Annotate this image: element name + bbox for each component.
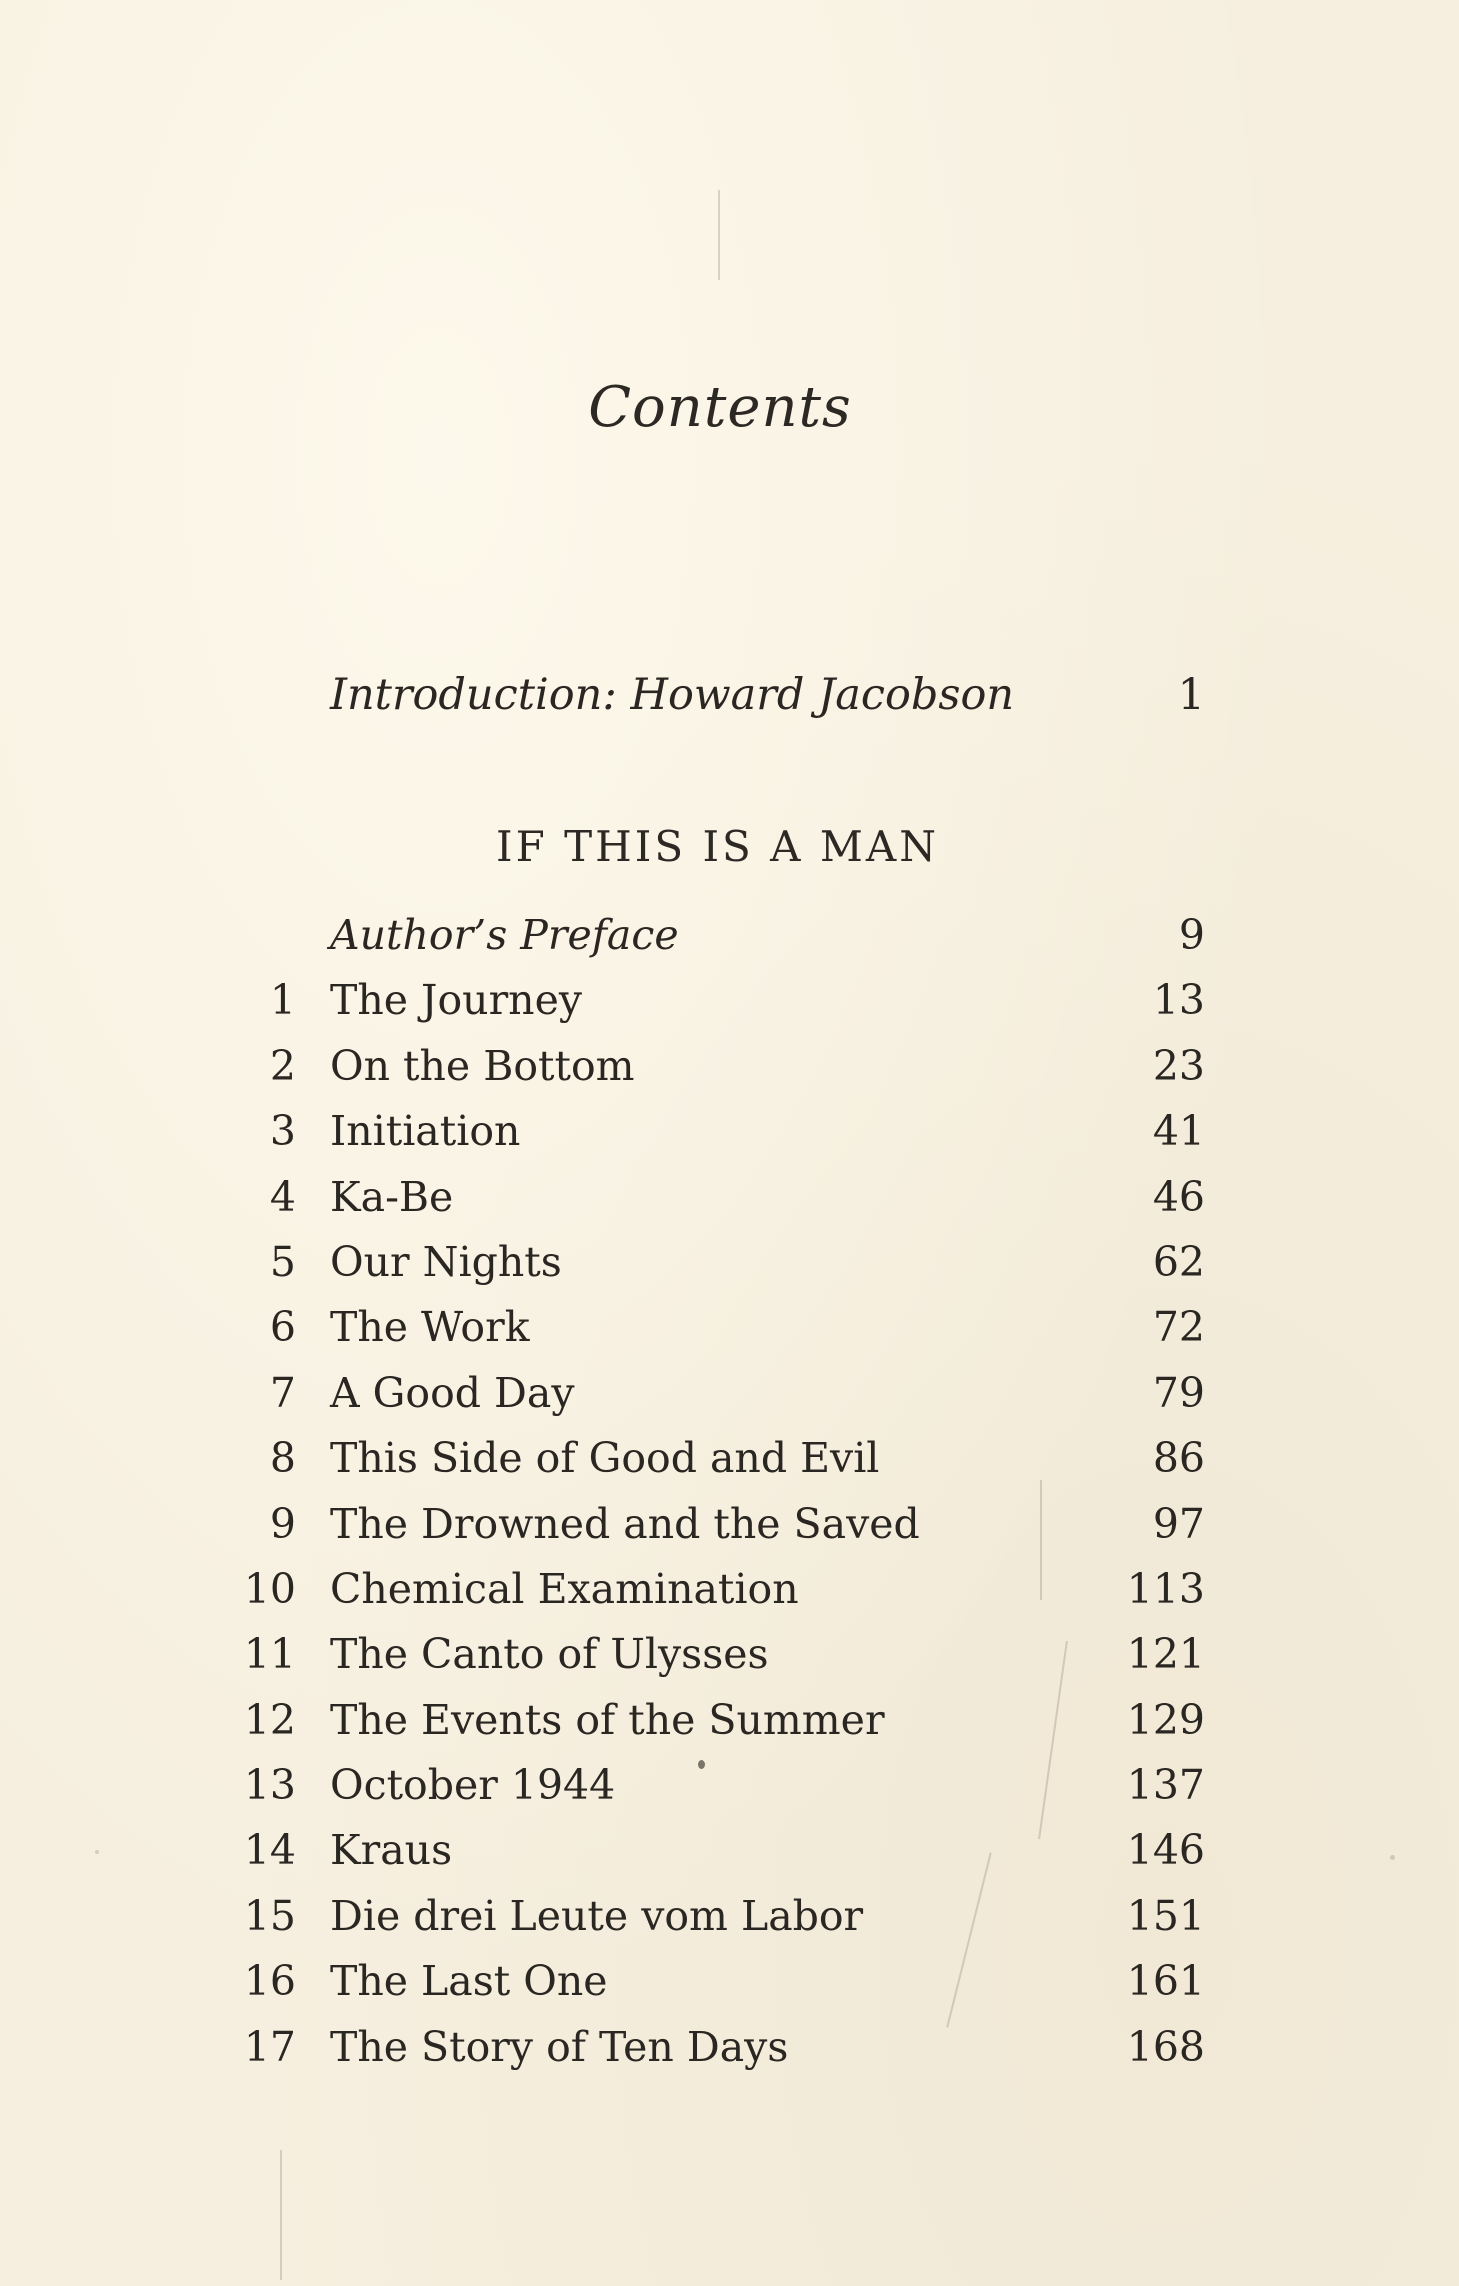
entry-title: The Work [330,1303,530,1352]
entry-page: 113 [1126,1564,1205,1613]
entry-title: Kraus [330,1826,453,1875]
entry-title: Author’s Preface [330,911,679,959]
entry-title: The Story of Ten Days [330,2022,789,2071]
entry-number: 16 [243,1957,296,2006]
entry-page: 151 [1126,1891,1205,1940]
entry-number: 13 [243,1761,296,1810]
entry-title: Initiation [330,1107,521,1156]
toc-entry [230,1951,1205,2016]
paper-speck [1040,1480,1042,1600]
toc-entry [230,1297,1205,1362]
entry-number: 10 [243,1564,296,1613]
entry-number: 17 [243,2022,296,2071]
entry-number: 5 [269,1237,296,1286]
toc-entry [230,1036,1205,1101]
toc-entry [230,1820,1205,1885]
entry-title: Chemical Examination [330,1564,799,1613]
toc-entry [230,1624,1205,1689]
toc-entry [230,1755,1205,1820]
toc-entry [230,1363,1205,1428]
introduction-page: 1 [1177,670,1205,720]
entry-page: 23 [1152,1041,1205,1090]
toc-entry [230,1101,1205,1166]
toc-entry [230,1428,1205,1493]
entry-number: 1 [269,976,296,1025]
section-title: IF THIS IS A MAN [496,822,939,871]
entry-title: On the Bottom [330,1041,635,1090]
entry-page: 168 [1126,2022,1205,2071]
introduction-title: Introduction: Howard Jacobson [330,670,1015,720]
toc-entry [230,905,1205,970]
entry-page: 46 [1152,1172,1205,1221]
toc-entry [230,1232,1205,1297]
entry-title: The Last One [330,1957,608,2006]
entry-number: 4 [269,1172,296,1221]
entry-number: 6 [269,1303,296,1352]
entry-number: 12 [243,1695,296,1744]
toc-entry [230,2017,1205,2082]
entry-page: 129 [1126,1695,1205,1744]
entry-page: 72 [1152,1303,1205,1352]
entry-page: 79 [1152,1368,1205,1417]
paper-speck [718,190,720,280]
toc-entry [230,1886,1205,1951]
entry-page: 9 [1178,911,1205,959]
entry-page: 161 [1126,1957,1205,2006]
entry-number: 3 [269,1107,296,1156]
entry-page: 13 [1152,976,1205,1025]
entry-title: October 1944 [330,1761,616,1810]
entry-number: 2 [269,1041,296,1090]
entry-page: 146 [1126,1826,1205,1875]
entry-page: 97 [1152,1499,1205,1548]
entry-title: Die drei Leute vom Labor [330,1891,864,1940]
entry-title: The Drowned and the Saved [330,1499,920,1548]
entry-number: 15 [243,1891,296,1940]
page-title: Contents [588,375,852,440]
entry-page: 62 [1152,1237,1205,1286]
entry-title: Our Nights [330,1237,562,1286]
toc-entry [230,1167,1205,1232]
entry-page: 137 [1126,1761,1205,1810]
entry-title: A Good Day [330,1368,575,1417]
entry-title: The Canto of Ulysses [330,1630,769,1679]
paper-speck [280,2150,282,2280]
toc-entry [230,1559,1205,1624]
toc-entry [230,1494,1205,1559]
entry-title: This Side of Good and Evil [330,1434,880,1483]
paper-speck [95,1850,99,1854]
entry-page: 41 [1152,1107,1205,1156]
entry-page: 121 [1126,1630,1205,1679]
toc-entry [230,970,1205,1035]
entry-number: 14 [243,1826,296,1875]
paper-speck [1390,1855,1395,1860]
table-of-contents [230,905,1205,2082]
entry-title: The Events of the Summer [330,1695,885,1744]
introduction-entry [330,670,1205,730]
paper-speck [698,1760,705,1769]
entry-page: 86 [1152,1434,1205,1483]
entry-number: 7 [269,1368,296,1417]
entry-number: 11 [243,1630,296,1679]
entry-title: Ka-Be [330,1172,454,1221]
entry-number: 9 [269,1499,296,1548]
entry-number: 8 [269,1434,296,1483]
entry-title: The Journey [330,976,583,1025]
